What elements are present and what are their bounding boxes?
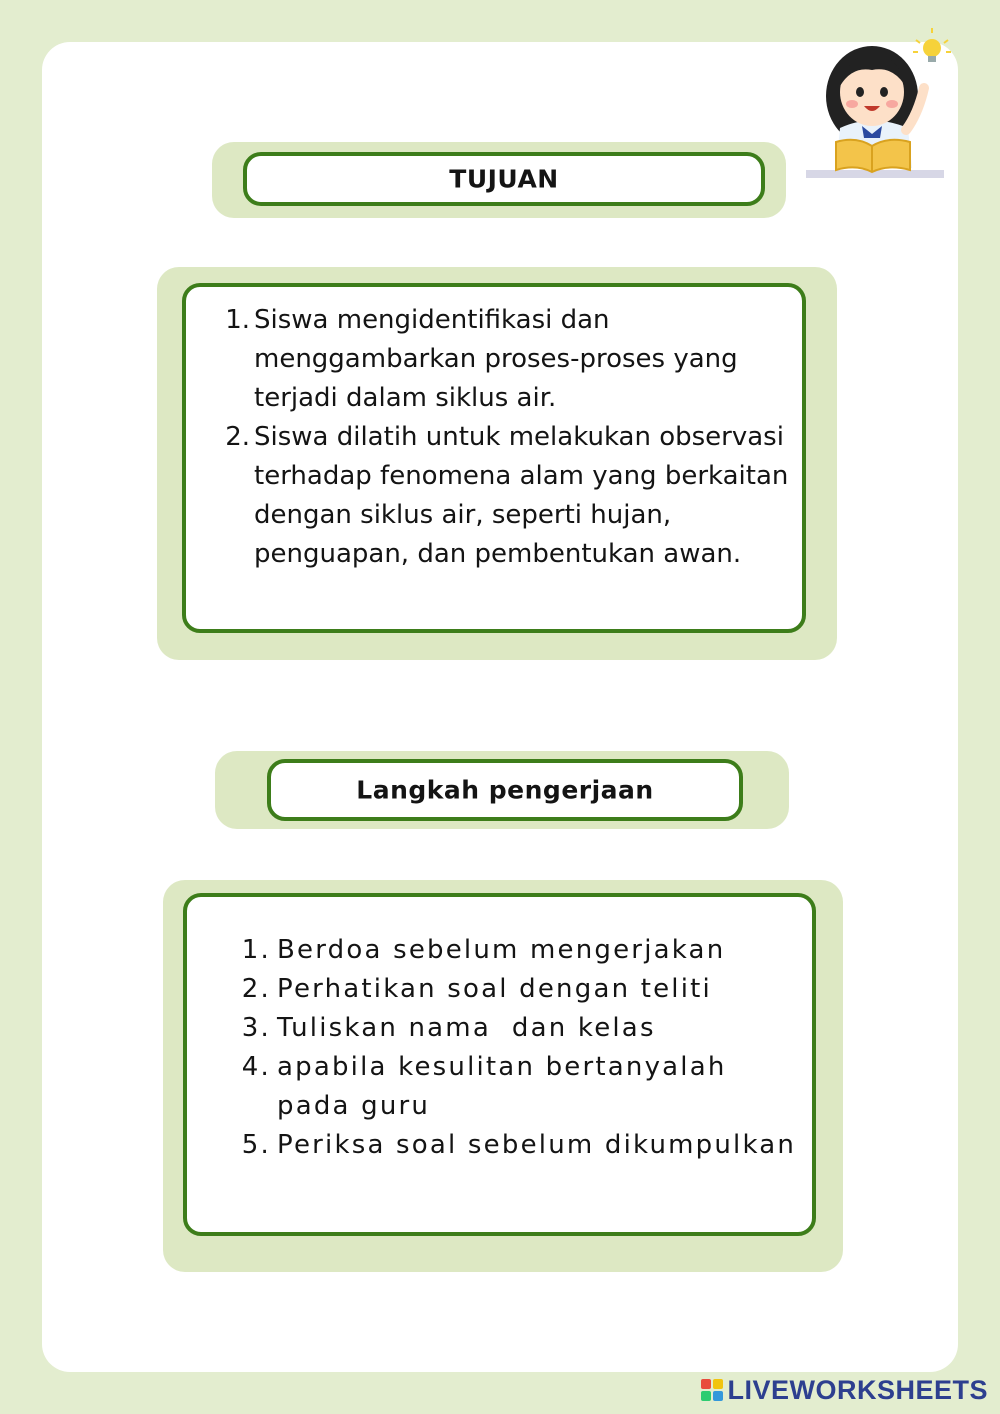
list-item	[239, 1009, 799, 1048]
steps-header-box	[267, 759, 743, 821]
list-item-number: 4.	[241, 1052, 271, 1082]
list-item	[220, 301, 800, 418]
list-item-number: 1.	[241, 935, 271, 965]
girl-reading-illustration	[800, 18, 965, 188]
list-item-text: Perhatikan soal dengan teliti	[277, 974, 712, 1004]
list-item	[239, 1048, 799, 1126]
list-item-number: 1.	[225, 305, 250, 335]
liveworksheets-logo-icon	[701, 1379, 723, 1401]
lightbulb-icon	[913, 28, 951, 62]
list-item-text: Tuliskan nama dan kelas	[277, 1013, 656, 1043]
list-item	[239, 1126, 799, 1165]
liveworksheets-brand[interactable]	[701, 1375, 988, 1406]
goals-list	[220, 301, 800, 574]
goals-title: TUJUAN	[449, 164, 559, 194]
list-item	[239, 970, 799, 1009]
list-item	[239, 931, 799, 970]
goals-header-box	[243, 152, 765, 206]
steps-title: Langkah pengerjaan	[356, 775, 654, 805]
list-item-number: 2.	[241, 974, 271, 1004]
steps-content-box	[183, 893, 816, 1236]
list-item-text: apabila kesulitan bertanyalah pada guru	[277, 1052, 727, 1121]
list-item-text: Periksa soal sebelum dikumpulkan	[277, 1130, 797, 1160]
list-item-text: Siswa dilatih untuk melakukan observasi terhadap fenomena alam yang berkaitan dengan siklus air, seperti hujan, penguapan, dan pembentukan awan.	[254, 422, 789, 569]
list-item-number: 5.	[241, 1130, 271, 1160]
steps-list	[239, 931, 799, 1165]
list-item-number: 3.	[241, 1013, 271, 1043]
goals-content-box	[182, 283, 806, 633]
brand-label: LIVEWORKSHEETS	[727, 1375, 988, 1405]
list-item-text: Siswa mengidentifikasi dan menggambarkan proses-proses yang terjadi dalam siklus air.	[254, 305, 738, 413]
list-item	[220, 418, 800, 574]
list-item-number: 2.	[225, 422, 250, 452]
list-item-text: Berdoa sebelum mengerjakan	[277, 935, 726, 965]
